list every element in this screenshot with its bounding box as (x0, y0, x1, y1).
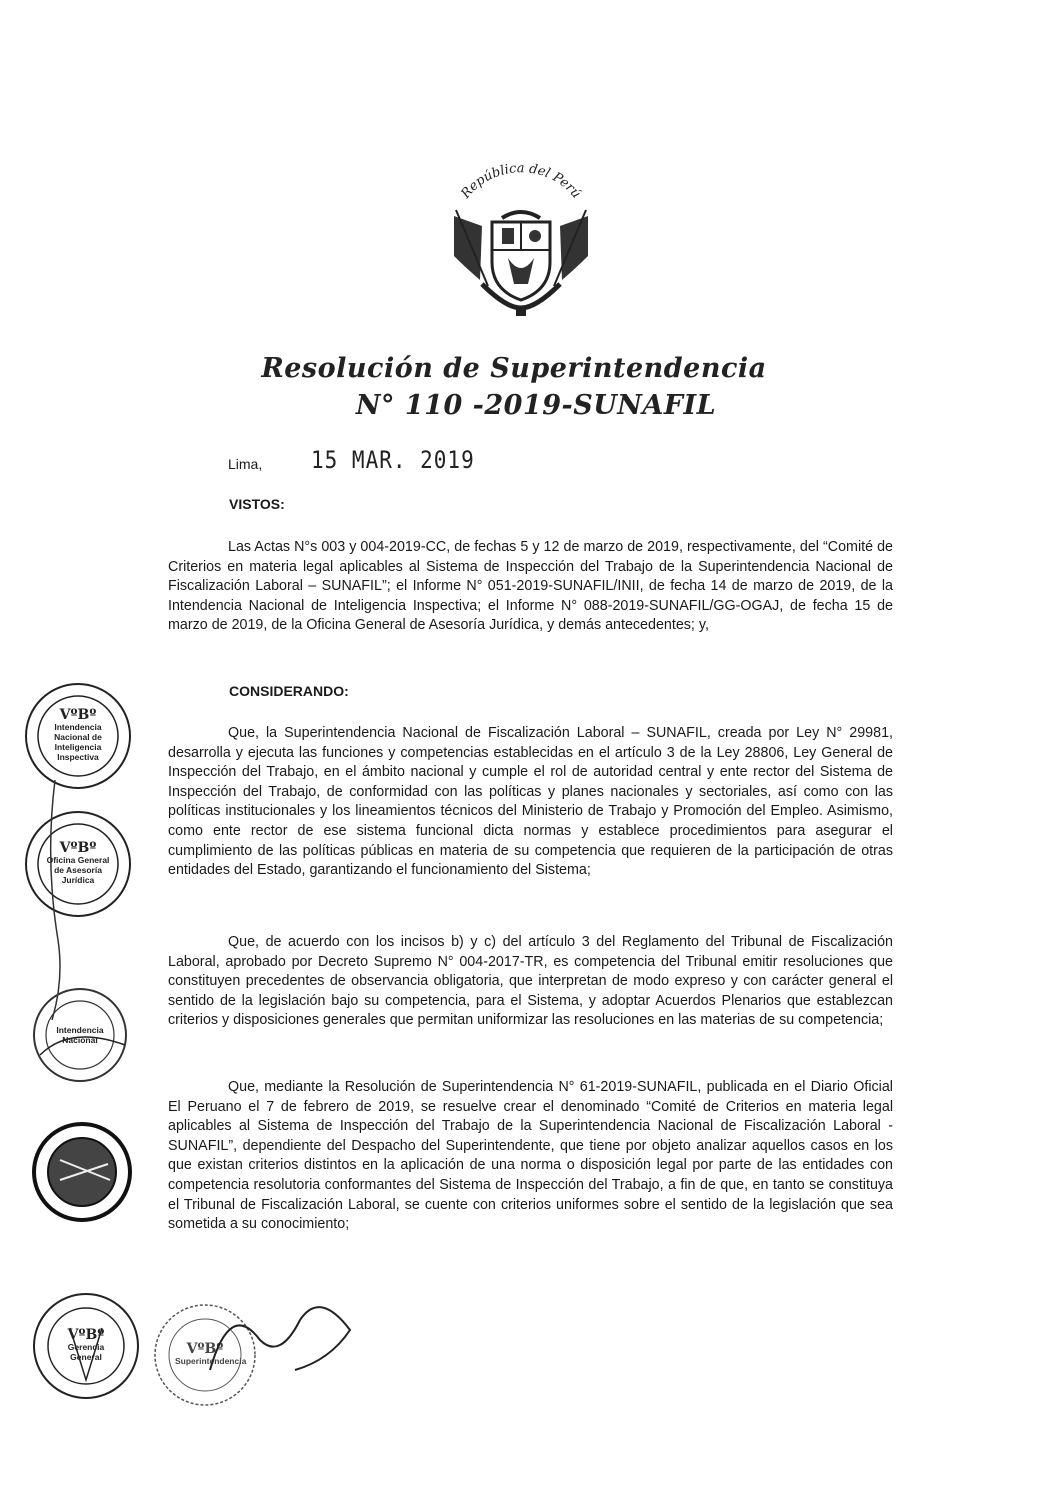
seal-inteligencia-inspectiva (22, 680, 134, 792)
date-stamp: 15 MAR. 2019 (311, 446, 475, 474)
considerando-paragraph-2: Que, de acuerdo con los incisos b) y c) del artículo 3 del Reglamento del Tribunal de Fiscalización Laboral, aprobado por Decreto Supremo N° 004-2017-TR, es competencia del Tribunal emitir resoluciones que constituyen precedentes de observancia obligatoria, que interpretan de modo expreso y con carácter general el sentido de la legislación bajo su competencia, para el Sistema, y adoptar Acuerdos Plenarios que establezcan criterios y disposiciones generales que permitan uniformizar las resoluciones en las materias de su competencia; (168, 934, 893, 1029)
seal-gerencia-general (30, 1290, 142, 1402)
vistos-paragraph: Las Actas N°s 003 y 004-2019-CC, de fechas 5 y 12 de marzo de 2019, respectivamente, del “Comité de Criterios en materia legal aplicables al Sistema de Inspección del Trabajo de la Superintendencia Nacional de Fiscalización Laboral – SUNAFIL”; el Informe N° 051-2019-SUNAFIL/INII, de fecha 14 de marzo de 2019, de la Intendencia Nacional de Inteligencia Inspectiva; el Informe N° 088-2019-SUNAFIL/GG-OGAJ, de fecha 15 de marzo de 2019, de la Oficina General de Asesoría Jurídica, y demás antecedentes; y, (168, 539, 893, 634)
considerando-paragraph-1: Que, la Superintendencia Nacional de Fiscalización Laboral – SUNAFIL, creada por Ley N° 29981, desarrolla y ejecuta las funciones y competencias establecidas en el artículo 3 de la Ley 28806, Ley General de Inspección del Trabajo, en el ámbito nacional y cumple el rol de autoridad central y ente rector del Sistema de Inspección del Trabajo, de conformidad con las políticas y planes nacionales y sectoriales, así como con las políticas institucionales y los lineamientos técnicos del Ministerio de Trabajo y Promoción del Empleo. Asimismo, como ente rector de ese sistema funcional dicta normas y establece procedimientos para asegurar el cumplimiento de las políticas públicas en materia de su competencia que requieren de la participación de otras entidades del Estado, garantizando el funcionamiento del Sistema; (168, 725, 893, 879)
seal-office: Intendencia Nacional (56, 1025, 104, 1045)
place-label: Lima, (228, 456, 263, 472)
considerando-heading: CONSIDERANDO: (229, 683, 349, 699)
seal-office: Intendencia Nacional de Inteligencia Inspectiva (54, 722, 102, 762)
seal-vb: VºBº (59, 840, 97, 856)
seal-office: Gerencia General (67, 1342, 105, 1362)
seal-vb: VºBº (186, 1341, 224, 1357)
seal-asesoria-juridica (22, 808, 134, 920)
coat-motto: República del Perú (458, 161, 584, 202)
signature-stroke (200, 1290, 360, 1380)
seal-dark (30, 1120, 135, 1225)
seal-office: Oficina General de Asesoría Jurídica (46, 855, 110, 885)
considerando-paragraph-3: Que, mediante la Resolución de Superintendencia N° 61-2019-SUNAFIL, publicada en el Diario Oficial El Peruano el 7 de febrero de 2019, se resuelve crear el denominado “Comité de Criterios en materia legal aplicables al Sistema de Inspección del Trabajo de la Superintendencia Nacional de Fiscalización Laboral - SUNAFIL”, dependiente del Despacho del Superintendente, que tiene por objeto analizar aquellos casos en los que existan criterios distintos en la aplicación de una norma o disposición legal por parte de las entidades con competencia resolutoria conformantes del Sistema de Inspección del Trabajo, a fin de que, en tanto se constituya el Tribunal de Fiscalización Laboral, se cuente con criterios uniformes sobre el sentido de la legislación que sea sometida a su conocimiento; (168, 1079, 893, 1233)
seal-vb: VºBº (59, 707, 97, 723)
margin-pen-line (40, 780, 70, 1020)
resolution-title: Resolución de Superintendencia (261, 353, 767, 384)
vistos-heading: VISTOS: (229, 496, 285, 512)
coat-of-arms (436, 158, 606, 318)
resolution-number: N° 110 -2019-SUNAFIL (355, 390, 717, 421)
svg-text:República del Perú (458, 161, 584, 202)
seal-office: Superintendencia (175, 1356, 247, 1366)
seal-vb: VºBº (67, 1327, 105, 1343)
